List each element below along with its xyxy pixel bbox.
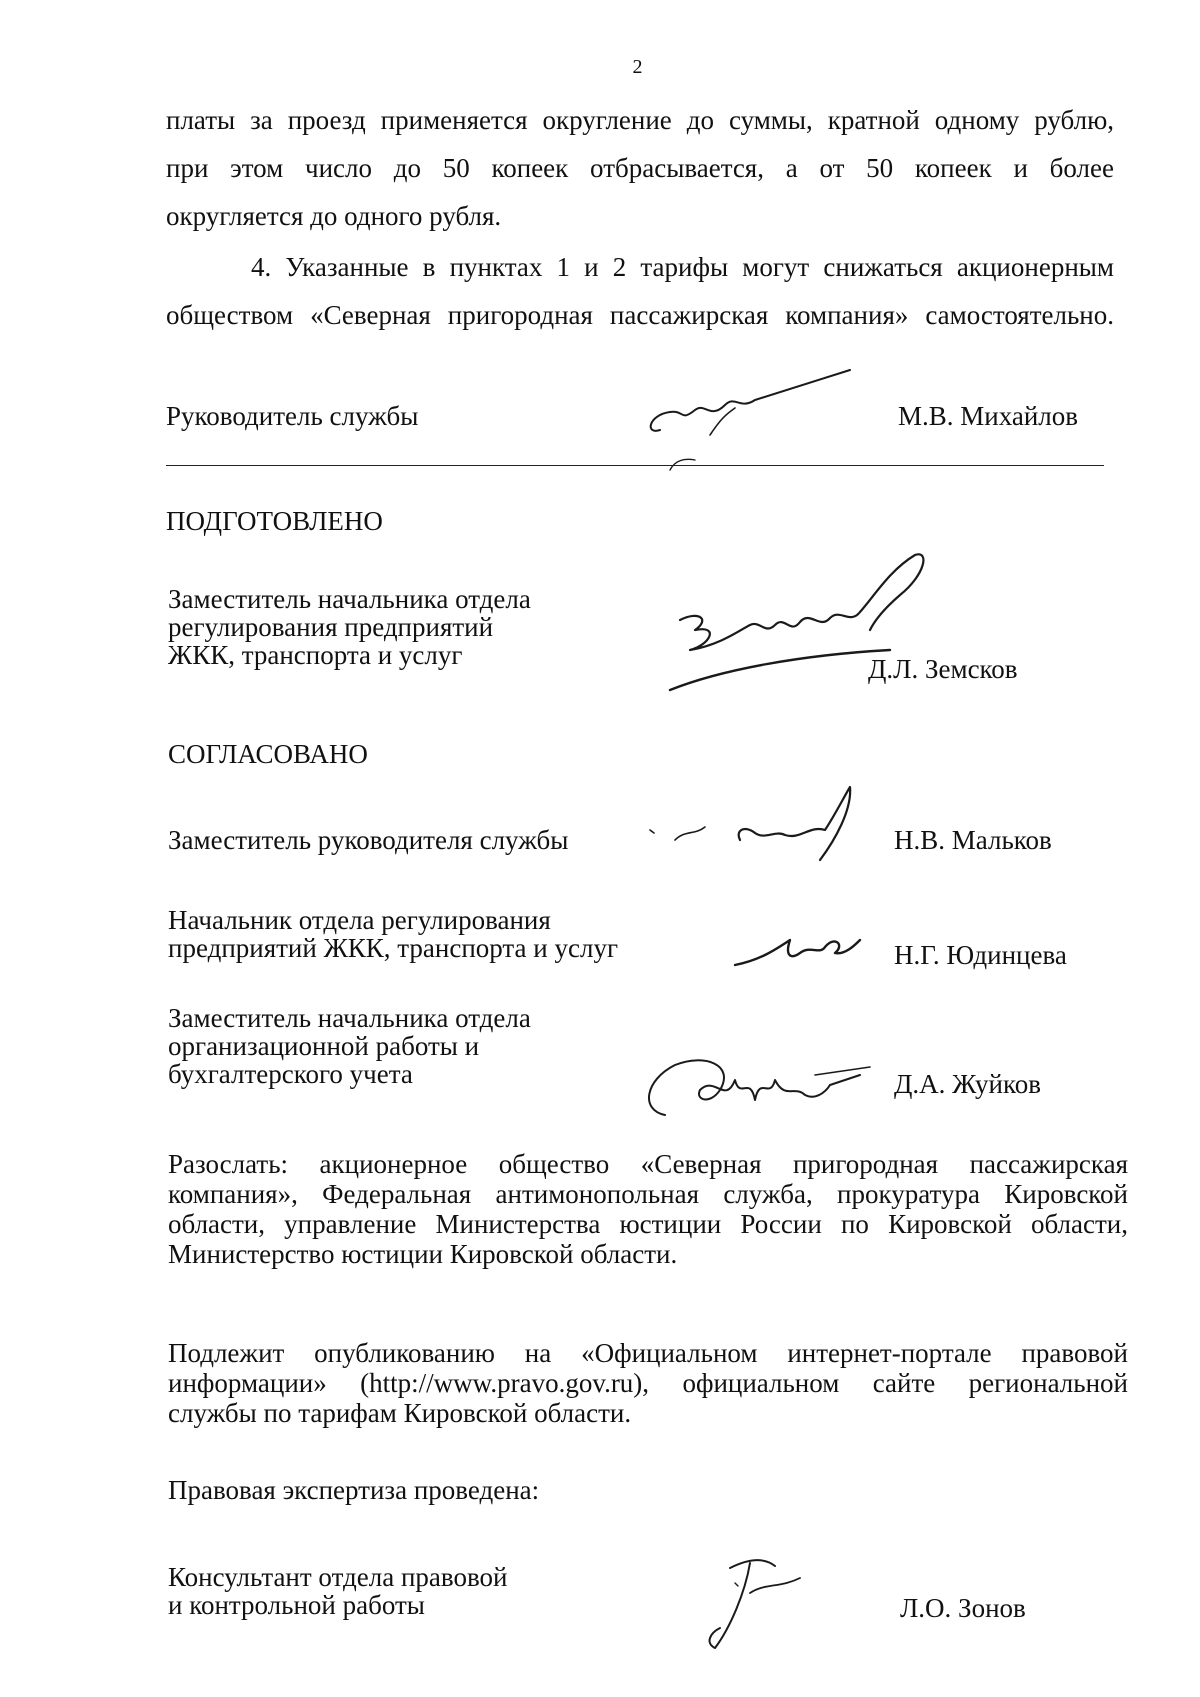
agreed-position-2 bbox=[168, 906, 618, 962]
paragraph-line: при этом число до 50 копеек отбрасывается, а от 50 копеек и более bbox=[166, 153, 1114, 183]
paragraph-tariff-reduction bbox=[166, 243, 1114, 339]
publication-line: Подлежит опубликованию на «Официальном интернет-портале правовой bbox=[168, 1338, 1128, 1368]
distribution-block bbox=[168, 1149, 1128, 1269]
distribution-line: компания», Федеральная антимонопольная служба, прокуратура Кировской bbox=[168, 1179, 1128, 1209]
legal-review-position bbox=[168, 1563, 507, 1619]
agreed-position-3 bbox=[168, 1004, 531, 1088]
distribution-line: Министерство юстиции Кировской области. bbox=[168, 1239, 678, 1269]
paragraph-line: обществом «Северная пригородная пассажирская компания» самостоятельно. bbox=[166, 300, 1114, 330]
publication-block bbox=[168, 1338, 1128, 1428]
legal-review-heading: Правовая экспертиза проведена: bbox=[168, 1475, 540, 1505]
paragraph-rounding-rule bbox=[166, 96, 1114, 240]
prepared-heading: ПОДГОТОВЛЕНО bbox=[166, 506, 383, 536]
position-line: Заместитель начальника отдела bbox=[168, 1003, 531, 1033]
agreed-signature-3 bbox=[625, 1045, 885, 1125]
distribution-line: области, управление Министерства юстиции России по Кировской области, bbox=[168, 1209, 1128, 1239]
position-line: Начальник отдела регулирования bbox=[168, 905, 551, 935]
position-line: организационной работы и bbox=[168, 1031, 480, 1061]
agreed-signature-1 bbox=[640, 785, 900, 875]
legal-review-signature bbox=[690, 1548, 830, 1658]
publication-line: информации» (http://www.pravo.gov.ru), официальном сайте региональной bbox=[168, 1368, 1128, 1398]
position-line: регулирования предприятий bbox=[168, 612, 494, 642]
prepared-name: Д.Л. Земсков bbox=[868, 654, 1018, 684]
paragraph-line: округляется до одного рубля. bbox=[166, 201, 502, 231]
position-line: и контрольной работы bbox=[168, 1590, 425, 1620]
agreed-name-3: Д.А. Жуйков bbox=[894, 1069, 1041, 1099]
position-line: бухгалтерского учета bbox=[168, 1059, 413, 1089]
agreed-position-1: Заместитель руководителя службы bbox=[168, 825, 569, 855]
agreed-heading: СОГЛАСОВАНО bbox=[168, 739, 368, 769]
position-line: Заместитель начальника отдела bbox=[168, 584, 531, 614]
page-number: 2 bbox=[632, 56, 643, 78]
paragraph-line: платы за проезд применяется округление до суммы, кратной одному рублю, bbox=[166, 105, 1114, 135]
head-position: Руководитель службы bbox=[166, 401, 419, 431]
divider-line bbox=[166, 465, 1104, 466]
position-line: предприятий ЖКК, транспорта и услуг bbox=[168, 933, 619, 963]
position-line: Консультант отдела правовой bbox=[168, 1562, 508, 1592]
head-name: М.В. Михайлов bbox=[898, 401, 1079, 431]
agreed-name-1: Н.В. Мальков bbox=[894, 825, 1052, 855]
position-line: ЖКК, транспорта и услуг bbox=[168, 640, 463, 670]
prepared-signature bbox=[660, 550, 960, 720]
paragraph-line: 4. Указанные в пунктах 1 и 2 тарифы могут снижаться акционерным bbox=[251, 252, 1114, 282]
publication-line: службы по тарифам Кировской области. bbox=[168, 1398, 632, 1428]
agreed-name-2: Н.Г. Юдинцева bbox=[894, 940, 1067, 970]
legal-review-name: Л.О. Зонов bbox=[900, 1593, 1026, 1623]
agreed-signature-2 bbox=[730, 915, 870, 975]
distribution-line: Разослать: акционерное общество «Северная пригородная пассажирская bbox=[168, 1149, 1128, 1179]
head-signature bbox=[640, 360, 860, 460]
prepared-position bbox=[168, 585, 531, 669]
